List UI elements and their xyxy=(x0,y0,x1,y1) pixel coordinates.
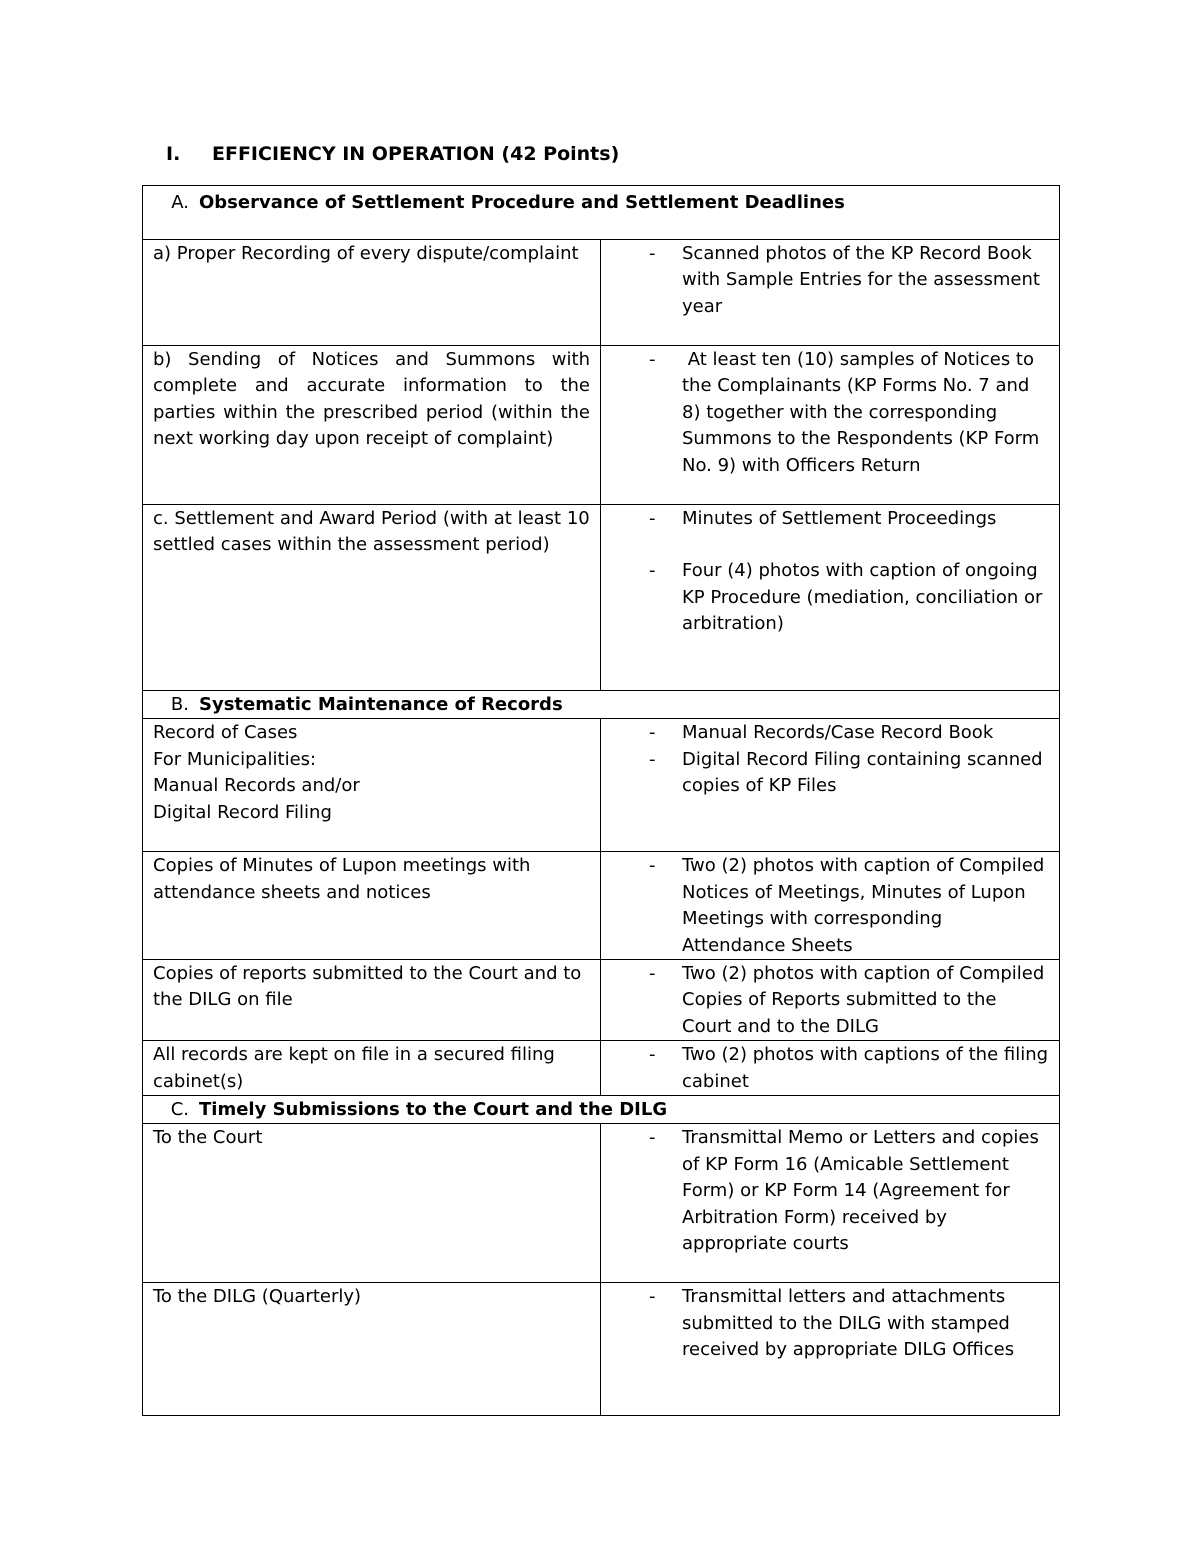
criteria-text: To the DILG (Quarterly) xyxy=(153,1286,362,1308)
section-letter: C. xyxy=(170,1099,189,1121)
criteria-text: Copies of reports submitted to the Court and to the DILG on file xyxy=(153,963,582,1011)
table-row xyxy=(143,960,1060,1041)
spacer xyxy=(611,532,1049,558)
section-header-a xyxy=(143,186,1060,240)
section-header-c xyxy=(143,1096,1060,1124)
criteria-line: Manual Records and/or xyxy=(153,775,360,797)
evidence-cell xyxy=(601,1041,1060,1096)
section-row-b xyxy=(143,691,1060,719)
section-letter: A. xyxy=(171,192,189,213)
criteria-line: For Municipalities: xyxy=(153,748,317,770)
criteria-line: Digital Record Filing xyxy=(153,801,332,823)
evidence-item: - Two (2) photos with caption of Compiled Notices of Meetings, Minutes of Lupon Meetings with corresponding Attendance Sheets xyxy=(649,855,1045,956)
criteria-line: Record of Cases xyxy=(153,722,298,744)
table-row xyxy=(143,719,1060,852)
criteria-text: All records are kept on file in a secured filing cabinet(s) xyxy=(153,1044,555,1092)
table-row xyxy=(143,1041,1060,1096)
table-row xyxy=(143,1283,1060,1416)
section-row-c xyxy=(143,1096,1060,1124)
evidence-cell xyxy=(601,719,1060,852)
criteria-cell xyxy=(143,505,601,691)
requirements-table xyxy=(142,185,1060,1416)
evidence-item: - Digital Record Filing containing scanned copies of KP Files xyxy=(649,748,1043,797)
criteria-text: c. Settlement and Award Period (with at least 10 settled cases within the assessment period) xyxy=(153,508,590,556)
section-title: EFFICIENCY IN OPERATION (42 Points) xyxy=(212,143,620,165)
evidence-item: - Manual Records/Case Record Book xyxy=(649,722,994,744)
evidence-cell xyxy=(601,960,1060,1041)
criteria-cell xyxy=(143,1283,601,1416)
evidence-cell xyxy=(601,1283,1060,1416)
criteria-cell xyxy=(143,960,601,1041)
table-row xyxy=(143,505,1060,691)
evidence-item: - Transmittal letters and attachments submitted to the DILG with stamped received by appropriate DILG Offices xyxy=(649,1286,1015,1361)
evidence-cell xyxy=(601,1124,1060,1283)
evidence-cell xyxy=(601,240,1060,346)
table-row xyxy=(143,346,1060,505)
criteria-cell xyxy=(143,346,601,505)
criteria-cell xyxy=(143,719,601,852)
evidence-item: - Minutes of Settlement Proceedings xyxy=(649,508,997,529)
criteria-cell xyxy=(143,1041,601,1096)
evidence-item: - Four (4) photos with caption of ongoing KP Procedure (mediation, conciliation or arbitration) xyxy=(649,560,1043,635)
criteria-text: b) Sending of Notices and Summons with complete and accurate information to the parties within the prescribed period (within the next working day upon receipt of complaint) xyxy=(153,349,590,450)
evidence-item: - Scanned photos of the KP Record Book with Sample Entries for the assessment year xyxy=(649,243,1040,317)
section-header-b xyxy=(143,691,1060,719)
evidence-cell xyxy=(601,852,1060,960)
section-row-a xyxy=(143,186,1060,240)
criteria-text: To the Court xyxy=(153,1127,263,1149)
evidence-item: - Two (2) photos with captions of the filing cabinet xyxy=(649,1044,1049,1092)
criteria-cell xyxy=(143,852,601,960)
evidence-item: - Two (2) photos with caption of Compiled Copies of Reports submitted to the Court and to the DILG xyxy=(649,963,1045,1037)
criteria-text: Copies of Minutes of Lupon meetings with attendance sheets and notices xyxy=(153,855,531,903)
section-number: I. xyxy=(166,143,181,165)
evidence-cell xyxy=(601,346,1060,505)
section-letter: B. xyxy=(170,694,189,715)
evidence-cell xyxy=(601,505,1060,691)
criteria-cell xyxy=(143,1124,601,1283)
section-header-title: Systematic Maintenance of Records xyxy=(199,694,563,715)
evidence-item: - At least ten (10) samples of Notices to the Complainants (KP Forms No. 7 and 8) together with the corresponding Summons to the Respondents (KP Form No. 9) with Officers Return xyxy=(649,349,1046,476)
section-header-title: Observance of Settlement Procedure and Settlement Deadlines xyxy=(199,192,845,213)
criteria-cell xyxy=(143,240,601,346)
evidence-item: - Transmittal Memo or Letters and copies of KP Form 16 (Amicable Settlement Form) or KP Form 14 (Agreement for Arbitration Form) received by appropriate courts xyxy=(649,1127,1039,1255)
table-row xyxy=(143,1124,1060,1283)
section-heading xyxy=(166,143,619,165)
table-row xyxy=(143,852,1060,960)
table-row xyxy=(143,240,1060,346)
section-header-title: Timely Submissions to the Court and the DILG xyxy=(199,1099,668,1121)
criteria-text: a) Proper Recording of every dispute/complaint xyxy=(153,243,579,264)
